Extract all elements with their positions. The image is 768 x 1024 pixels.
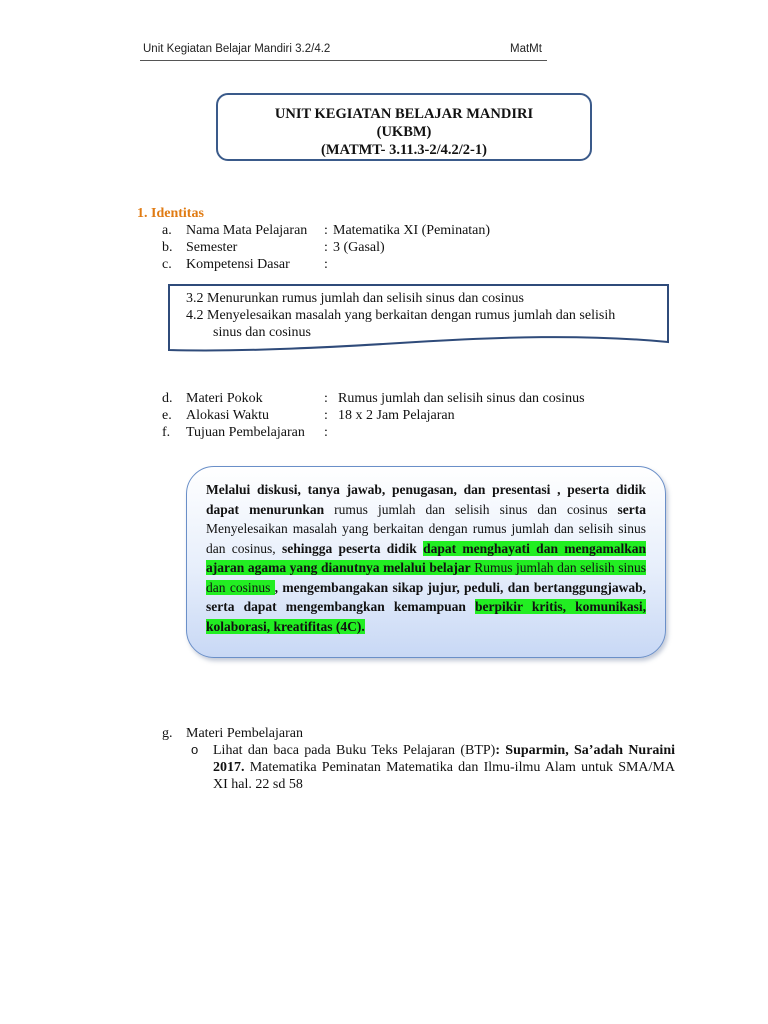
item-value: Rumus jumlah dan selisih sinus dan cosinus xyxy=(338,391,585,406)
item-separator: : xyxy=(324,425,328,440)
list-item xyxy=(0,424,768,441)
tujuan-part: Melalui diskusi, tanya jawab, penugasan, dan presentasi , peserta didik dapat menurunkan xyxy=(206,482,646,517)
item-marker: e. xyxy=(162,408,172,423)
item-marker: g. xyxy=(162,726,173,741)
item-label: Tujuan Pembelajaran xyxy=(186,425,305,440)
item-separator: : xyxy=(324,240,328,255)
item-marker: c. xyxy=(162,257,172,272)
tujuan-part: sehingga peserta didik xyxy=(281,540,424,556)
tujuan-part: serta xyxy=(617,501,646,517)
title-line-2: (UKBM) xyxy=(376,124,432,140)
item-marker: b. xyxy=(162,240,173,255)
materi-text xyxy=(213,742,675,793)
running-header-code: MatMt xyxy=(510,43,542,55)
item-label: Nama Mata Pelajaran xyxy=(186,223,308,238)
item-separator: : xyxy=(324,257,328,272)
item-marker: a. xyxy=(162,223,172,238)
item-separator: : xyxy=(324,391,328,406)
materi-part: Lihat dan baca pada Buku Teks Pelajaran (BTP) xyxy=(213,743,496,758)
running-header-title: Unit Kegiatan Belajar Mandiri 3.2/4.2 xyxy=(143,43,331,55)
list-item xyxy=(0,222,768,239)
item-value: 18 x 2 Jam Pelajaran xyxy=(338,408,455,423)
item-label: Materi Pembelajaran xyxy=(186,726,304,741)
title-box xyxy=(216,93,592,161)
item-label: Materi Pokok xyxy=(186,391,263,406)
tujuan-part: rumus jumlah dan selisih sinus dan cosinus xyxy=(324,501,618,517)
kompetensi-line-2: 4.2 Menyelesaikan masalah yang berkaitan dengan rumus jumlah dan selisih xyxy=(186,308,616,323)
bullet-marker: o xyxy=(191,742,199,757)
list-item xyxy=(0,239,768,256)
tujuan-highlight: Rumus jumlah dan selisih sinus dan cosinus xyxy=(206,560,646,595)
list-item xyxy=(0,256,768,273)
tujuan-part: Menyelesaikan masalah yang berkaitan dengan rumus jumlah dan selisih sinus dan cosinus, xyxy=(206,521,646,556)
kompetensi-line-1: 3.2 Menurunkan rumus jumlah dan selisih sinus dan cosinus xyxy=(186,291,524,306)
item-value: Matematika XI (Peminatan) xyxy=(333,223,491,238)
list-item xyxy=(0,407,768,424)
item-separator: : xyxy=(324,223,328,238)
tujuan-highlight: dapat menghayati dan mengamalkan ajaran agama yang dianutnya melalui belajar xyxy=(206,540,646,575)
item-label: Kompetensi Dasar xyxy=(186,257,290,272)
item-value: 3 (Gasal) xyxy=(333,240,385,255)
item-separator: : xyxy=(324,408,328,423)
item-marker: f. xyxy=(162,425,171,440)
item-label: Alokasi Waktu xyxy=(186,408,269,423)
item-marker: d. xyxy=(162,391,173,406)
tujuan-text xyxy=(206,480,646,636)
list-item xyxy=(0,725,768,742)
item-label: Semester xyxy=(186,240,238,255)
header-rule xyxy=(140,60,547,61)
title-line-1: UNIT KEGIATAN BELAJAR MANDIRI xyxy=(274,106,534,122)
materi-part: : Suparmin, Sa’adah Nuraini 2017. xyxy=(213,743,675,775)
kompetensi-text xyxy=(186,290,666,341)
list-item xyxy=(0,390,768,407)
tujuan-highlight: berpikir kritis, komunikasi, kolaborasi, kreatifitas (4C). xyxy=(206,599,646,634)
title-line-3: (MATMT- 3.11.3-2/4.2/2-1) xyxy=(321,142,487,158)
tujuan-part: , mengembangakan sikap jujur, peduli, dan bertanggungjawab, serta dapat mengembangkan kemampuan xyxy=(206,579,646,614)
kompetensi-line-3: sinus dan cosinus xyxy=(213,325,311,340)
materi-part: Matematika Peminatan Matematika dan Ilmu-ilmu Alam untuk SMA/MA XI hal. 22 sd 58 xyxy=(213,760,675,792)
section-heading-identitas: 1. Identitas xyxy=(137,206,204,221)
